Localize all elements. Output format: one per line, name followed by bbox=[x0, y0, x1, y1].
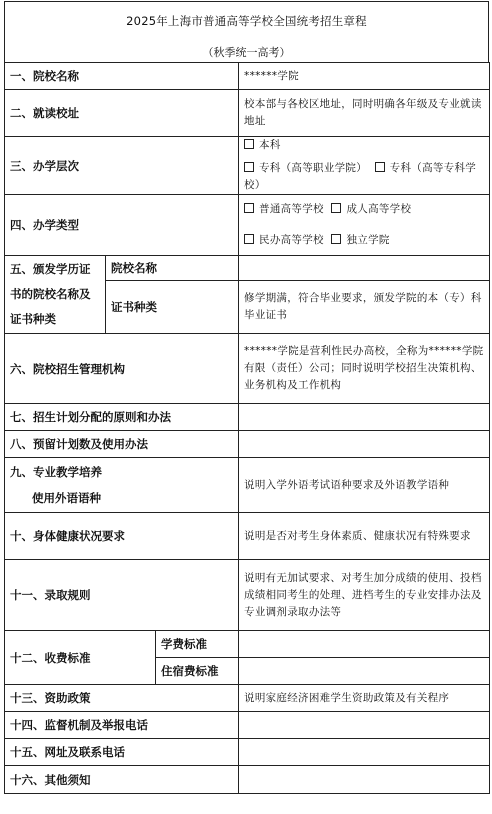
school-type-options bbox=[239, 195, 490, 256]
row-label: 一、院校名称 bbox=[5, 63, 239, 90]
table-row-campus-address bbox=[5, 90, 490, 137]
table-row-admission-office bbox=[5, 334, 490, 404]
table-row-tuition-fee bbox=[5, 631, 490, 658]
reserved-plan-value bbox=[239, 431, 490, 458]
option-line bbox=[244, 137, 484, 154]
row-label: 八、预留计划数及使用办法 bbox=[5, 431, 239, 458]
website-contact-value bbox=[239, 739, 490, 766]
school-name-value: ******学院 bbox=[239, 63, 490, 90]
row-label bbox=[5, 458, 239, 513]
sub-label-certificate-type: 证书种类 bbox=[106, 281, 239, 334]
plan-allocation-value bbox=[239, 404, 490, 431]
row-label: 十三、资助政策 bbox=[5, 685, 239, 712]
other-notes-value bbox=[239, 766, 490, 794]
option-private: 民办高等学校 bbox=[259, 234, 324, 246]
checkbox-icon[interactable] bbox=[331, 234, 341, 244]
row-label: 十四、监督机制及举报电话 bbox=[5, 712, 239, 739]
option-line bbox=[244, 160, 484, 194]
charter-table bbox=[4, 62, 490, 794]
option-regular: 普通高等学校 bbox=[259, 203, 324, 215]
table-row-financial-aid bbox=[5, 685, 490, 712]
row-label: 六、院校招生管理机构 bbox=[5, 334, 239, 404]
supervision-value bbox=[239, 712, 490, 739]
table-row-education-level bbox=[5, 137, 490, 195]
teaching-language-value: 说明入学外语考试语种要求及外语教学语种 bbox=[239, 458, 490, 513]
option-junior-college: 专科（高等专科学校） bbox=[244, 162, 477, 191]
form-header bbox=[4, 1, 489, 63]
accommodation-value bbox=[239, 658, 490, 685]
certificate-type-value: 修学期满，符合毕业要求，颁发学院的本（专）科毕业证书 bbox=[239, 281, 490, 334]
row-label: 十、身体健康状况要求 bbox=[5, 513, 239, 560]
row-label: 二、就读校址 bbox=[5, 90, 239, 137]
checkbox-icon[interactable] bbox=[244, 234, 254, 244]
campus-address-value: 校本部与各校区地址，同时明确各年级及专业就读地址 bbox=[239, 90, 490, 137]
label-line: 使用外语语种 bbox=[32, 491, 101, 505]
table-row-health-requirements bbox=[5, 513, 490, 560]
row-label: 七、招生计划分配的原则和办法 bbox=[5, 404, 239, 431]
option-line bbox=[244, 201, 484, 218]
row-label: 三、办学层次 bbox=[5, 137, 239, 195]
financial-aid-value: 说明家庭经济困难学生资助政策及有关程序 bbox=[239, 685, 490, 712]
tuition-value bbox=[239, 631, 490, 658]
health-requirements-value: 说明是否对考生身体素质、健康状况有特殊要求 bbox=[239, 513, 490, 560]
checkbox-icon[interactable] bbox=[375, 162, 385, 172]
sub-label-accommodation: 住宿费标准 bbox=[156, 658, 239, 685]
table-row-school-name bbox=[5, 63, 490, 90]
page-subtitle: （秋季统一高考） bbox=[202, 46, 291, 59]
row-label: 十一、录取规则 bbox=[5, 560, 239, 631]
checkbox-icon[interactable] bbox=[244, 203, 254, 213]
table-row-reserved-plan bbox=[5, 431, 490, 458]
row-label: 十二、收费标准 bbox=[5, 631, 156, 685]
option-vocational-college: 专科（高等职业学院） bbox=[259, 162, 368, 174]
row-label: 五、颁发学历证书的院校名称及证书种类 bbox=[5, 256, 106, 334]
table-row-plan-allocation bbox=[5, 404, 490, 431]
table-row-school-type bbox=[5, 195, 490, 256]
option-independent: 独立学院 bbox=[346, 234, 390, 246]
admission-rules-value: 说明有无加试要求、对考生加分成绩的使用、投档成绩相同考生的处理、进档考生的专业安排办法及专业调剂录取办法等 bbox=[239, 560, 490, 631]
label-line: 九、专业教学培养 bbox=[10, 465, 102, 479]
option-undergraduate: 本科 bbox=[259, 139, 281, 151]
row-label: 四、办学类型 bbox=[5, 195, 239, 256]
row-label: 十五、网址及联系电话 bbox=[5, 739, 239, 766]
checkbox-icon[interactable] bbox=[331, 203, 341, 213]
sub-label-institution: 院校名称 bbox=[106, 256, 239, 281]
admission-office-value: ******学院是营利性民办高校，全称为******学院有限（责任）公司；同时说明学校招生决策机构、业务机构及工作机构 bbox=[239, 334, 490, 404]
checkbox-icon[interactable] bbox=[244, 139, 254, 149]
checkbox-icon[interactable] bbox=[244, 162, 254, 172]
table-row-website-contact bbox=[5, 739, 490, 766]
page-title: 2025年上海市普通高等学校全国统考招生章程 bbox=[126, 14, 367, 28]
table-row-teaching-language bbox=[5, 458, 490, 513]
option-line bbox=[244, 232, 484, 249]
sub-label-tuition: 学费标准 bbox=[156, 631, 239, 658]
row-label: 十六、其他须知 bbox=[5, 766, 239, 794]
table-row-supervision bbox=[5, 712, 490, 739]
table-row-diploma-issuer bbox=[5, 256, 490, 281]
education-level-options bbox=[239, 137, 490, 195]
table-row-admission-rules bbox=[5, 560, 490, 631]
option-adult: 成人高等学校 bbox=[346, 203, 412, 215]
institution-value bbox=[239, 256, 490, 281]
table-row-other-notes bbox=[5, 766, 490, 794]
